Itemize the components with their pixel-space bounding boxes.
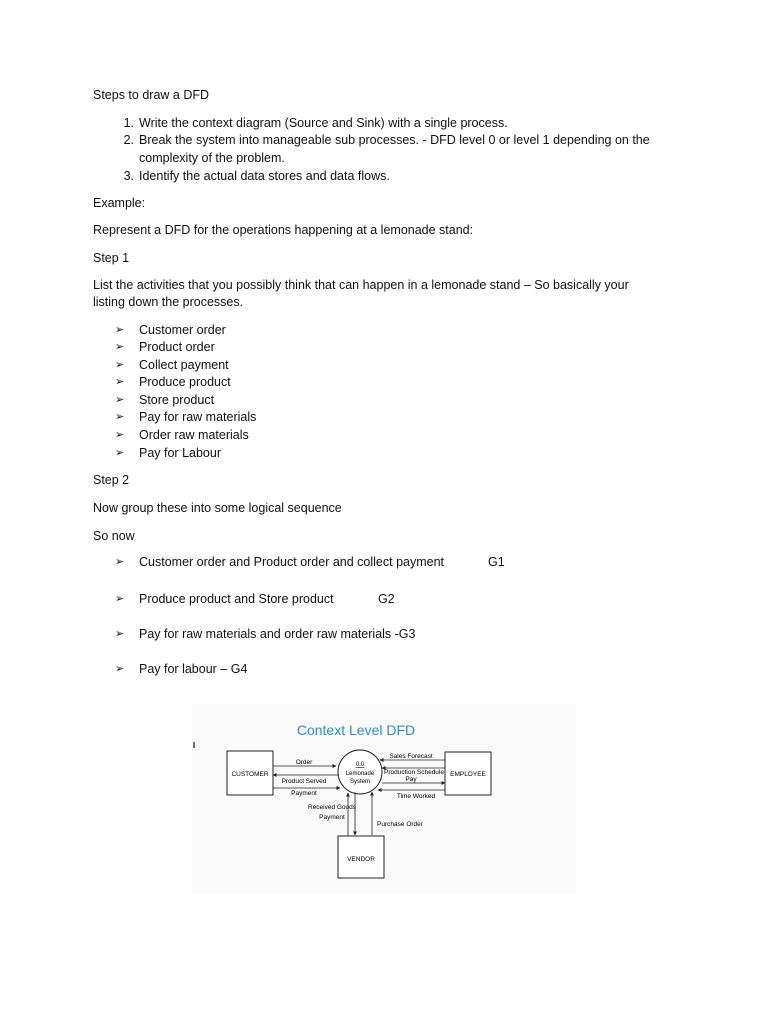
context-dfd-diagram	[192, 704, 576, 894]
vendor-label: VENDOR	[347, 856, 375, 863]
process-item: Store product	[139, 393, 215, 407]
example-label: Example:	[93, 196, 146, 210]
process-name: Lemonade	[345, 771, 375, 777]
arrow-bullet-icon: ➢	[115, 593, 125, 605]
vendor-payment-flow-label: Payment	[319, 814, 345, 821]
process-item: Collect payment	[139, 358, 229, 372]
group-tag: G2	[378, 592, 395, 606]
arrow-bullet-icon: ➢	[115, 556, 125, 568]
step-text-continued: complexity of the problem.	[139, 151, 285, 165]
step-number: 3.	[123, 169, 134, 183]
arrow-bullet-icon: ➢	[115, 411, 125, 423]
step-number: 2.	[123, 133, 134, 147]
step1-label: Step 1	[93, 251, 130, 265]
payment-flow-label: Payment	[291, 790, 317, 797]
production-schedule-flow-label: Production Schedule	[384, 769, 444, 776]
group-item: Produce product and Store product	[139, 592, 334, 606]
step1-text-continued: listing down the processes.	[93, 295, 244, 309]
process-number: 0.0	[355, 762, 365, 768]
employee-label: EMPLOYEE	[450, 771, 486, 778]
arrow-bullet-icon: ➢	[115, 376, 125, 388]
group-item: Pay for labour – G4	[139, 662, 248, 676]
document-heading: Steps to draw a DFD	[93, 88, 210, 102]
step2-label: Step 2	[93, 473, 130, 487]
pay-flow-label: Pay	[405, 776, 417, 783]
context-dfd-figure	[192, 704, 576, 894]
step-text: Write the context diagram (Source and Sink) with a single process.	[139, 116, 508, 130]
customer-label: CUSTOMER	[231, 771, 269, 778]
received-goods-flow-label: Received Goods	[307, 804, 357, 811]
group-tag: G1	[488, 555, 505, 569]
time-worked-flow-label: Time Worked	[396, 793, 436, 800]
product-served-flow-label: Product Served	[281, 778, 327, 785]
arrow-bullet-icon: ➢	[115, 429, 125, 441]
process-item: Produce product	[139, 375, 231, 389]
step1-text: List the activities that you possibly think that can happen in a lemonade stand – So basically your	[93, 278, 629, 292]
group-item: Customer order and Product order and collect payment	[139, 555, 445, 569]
sales-forecast-flow-label: Sales Forecast	[389, 753, 433, 760]
purchase-order-flow-label: Purchase Order	[377, 821, 423, 828]
process-item: Pay for Labour	[139, 446, 221, 460]
so-now-text: So now	[93, 529, 135, 543]
step2-text: Now group these into some logical sequence	[93, 501, 342, 515]
arrow-bullet-icon: ➢	[115, 628, 125, 640]
step-number: 1.	[123, 116, 134, 130]
process-item: Product order	[139, 340, 215, 354]
step-text: Break the system into manageable sub processes. - DFD level 0 or level 1 depending on the	[139, 133, 650, 147]
arrow-bullet-icon: ➢	[115, 447, 125, 459]
order-flow-label: Order	[295, 759, 313, 766]
group-item: Pay for raw materials and order raw materials -G3	[139, 627, 416, 641]
arrow-bullet-icon: ➢	[115, 359, 125, 371]
step-text: Identify the actual data stores and data flows.	[139, 169, 390, 183]
process-item: Order raw materials	[139, 428, 249, 442]
process-item: Pay for raw materials	[139, 410, 257, 424]
example-text: Represent a DFD for the operations happening at a lemonade stand:	[93, 223, 474, 237]
arrow-bullet-icon: ➢	[115, 341, 125, 353]
arrow-bullet-icon: ➢	[115, 324, 125, 336]
arrow-bullet-icon: ➢	[115, 663, 125, 675]
diagram-title: Context Level DFD	[296, 722, 416, 738]
process-item: Customer order	[139, 323, 226, 337]
process-name: System	[349, 779, 371, 785]
arrow-bullet-icon: ➢	[115, 394, 125, 406]
